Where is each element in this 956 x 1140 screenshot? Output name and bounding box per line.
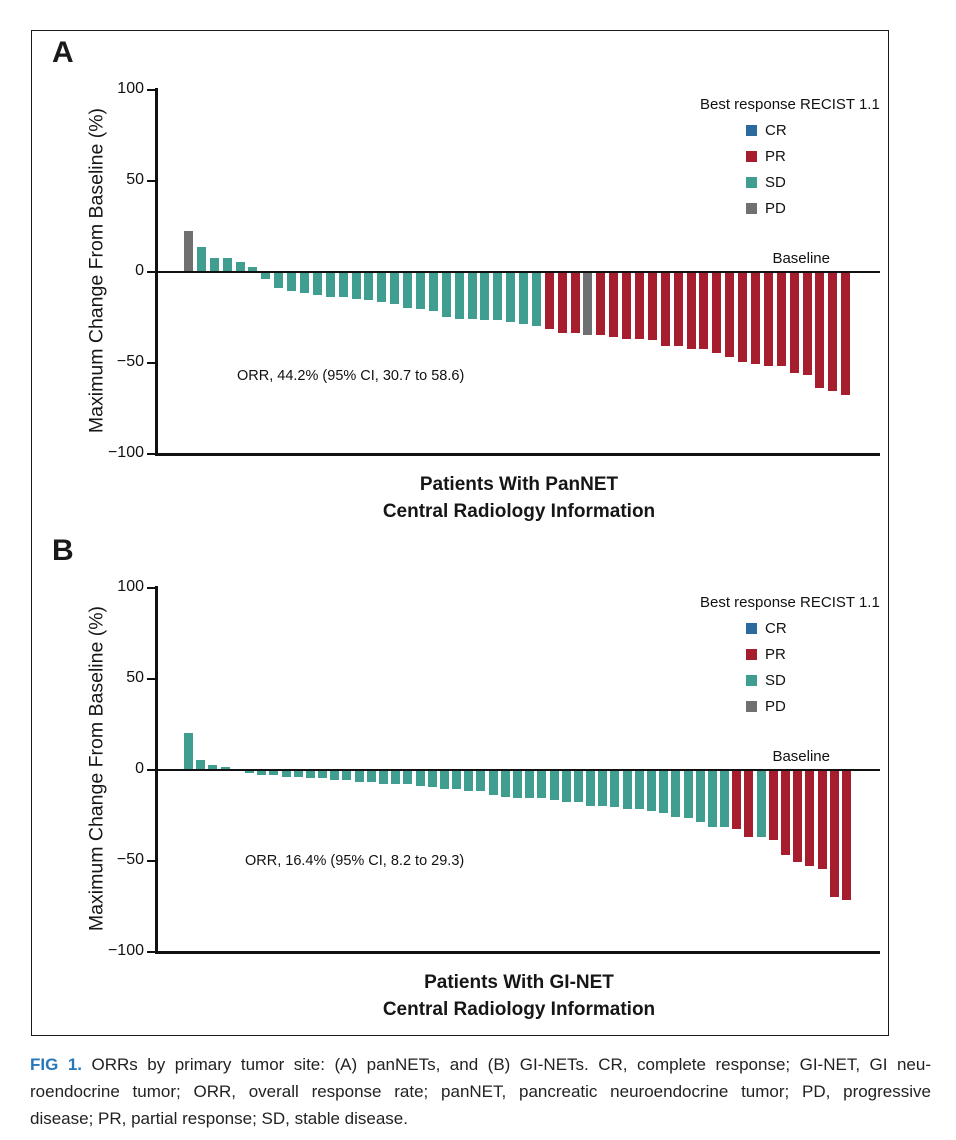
- waterfall-bar: [403, 771, 412, 784]
- waterfall-bar: [184, 733, 193, 769]
- waterfall-bar: [261, 273, 270, 279]
- legend-swatch-PD: [746, 701, 757, 712]
- y-axis-title: Maximum Change From Baseline (%): [85, 605, 108, 932]
- waterfall-bar: [236, 262, 245, 271]
- legend-item-CR: [746, 122, 876, 139]
- baseline-label: Baseline: [772, 748, 830, 765]
- waterfall-bar: [648, 273, 657, 340]
- waterfall-bar: [339, 273, 348, 297]
- y-tick: [147, 180, 155, 182]
- legend-item-PD: [746, 698, 876, 715]
- waterfall-bar: [455, 273, 464, 319]
- waterfall-bar: [287, 273, 296, 291]
- x-axis-title-line1: Patients With PanNET: [419, 474, 619, 495]
- figure-caption: [30, 1051, 931, 1132]
- y-axis-title: Maximum Change From Baseline (%): [85, 107, 108, 434]
- legend-label: CR: [765, 122, 787, 139]
- waterfall-bar: [326, 273, 335, 297]
- waterfall-bar: [803, 273, 812, 375]
- waterfall-bar: [513, 771, 522, 798]
- y-tick-label: 50: [126, 171, 144, 188]
- caption-text: disease; PR, partial response; SD, stable disease.: [30, 1109, 408, 1128]
- waterfall-bar: [708, 771, 717, 827]
- waterfall-bar: [586, 771, 595, 806]
- x-axis-line: [158, 453, 880, 456]
- waterfall-bar: [464, 771, 473, 791]
- waterfall-bar: [699, 273, 708, 349]
- waterfall-bar: [379, 771, 388, 784]
- waterfall-bar: [377, 273, 386, 302]
- waterfall-bar: [306, 771, 315, 778]
- legend-swatch-CR: [746, 623, 757, 634]
- waterfall-bar: [687, 273, 696, 349]
- legend-item-SD: [746, 174, 876, 191]
- waterfall-bar: [416, 273, 425, 309]
- legend-title: Best response RECIST 1.1: [700, 96, 880, 113]
- legend: [700, 594, 880, 715]
- waterfall-bar: [506, 273, 515, 322]
- x-axis-title: [158, 471, 880, 525]
- legend-swatch-SD: [746, 675, 757, 686]
- waterfall-bar: [684, 771, 693, 818]
- waterfall-bar: [525, 771, 534, 798]
- y-tick: [147, 362, 155, 364]
- legend: [700, 96, 880, 217]
- waterfall-bar: [635, 771, 644, 809]
- legend-label: CR: [765, 620, 787, 637]
- waterfall-bar: [221, 767, 230, 769]
- waterfall-bar: [545, 273, 554, 329]
- y-tick: [147, 860, 155, 862]
- panel-label: A: [52, 36, 74, 69]
- legend-label: PD: [765, 200, 786, 217]
- y-tick: [147, 769, 155, 771]
- panel-label: B: [52, 534, 74, 567]
- y-tick-label: −100: [107, 942, 144, 959]
- waterfall-bar: [818, 771, 827, 869]
- legend-item-CR: [746, 620, 876, 637]
- waterfall-bar: [210, 258, 219, 271]
- waterfall-bar: [355, 771, 364, 782]
- waterfall-bar: [841, 273, 850, 395]
- waterfall-bar: [550, 771, 559, 800]
- waterfall-bar: [493, 273, 502, 320]
- waterfall-bar: [674, 273, 683, 346]
- y-tick-label: 100: [117, 578, 144, 595]
- waterfall-bar: [367, 771, 376, 782]
- legend-item-PD: [746, 200, 876, 217]
- waterfall-bar: [342, 771, 351, 780]
- waterfall-bar: [468, 273, 477, 319]
- y-tick: [147, 951, 155, 953]
- waterfall-bar: [480, 273, 489, 320]
- x-axis-title-line1: Patients With GI-NET: [424, 972, 614, 993]
- waterfall-bar: [622, 273, 631, 339]
- waterfall-bar: [313, 273, 322, 295]
- waterfall-bar: [476, 771, 485, 791]
- y-tick-label: −50: [116, 851, 144, 868]
- waterfall-bar: [777, 273, 786, 366]
- waterfall-bar: [610, 771, 619, 807]
- waterfall-bar: [712, 273, 721, 353]
- waterfall-bar: [725, 273, 734, 357]
- legend-swatch-PR: [746, 649, 757, 660]
- waterfall-bar: [583, 273, 592, 335]
- waterfall-bar: [769, 771, 778, 840]
- caption-fig-label: FIG 1.: [30, 1055, 82, 1074]
- caption-text: ORRs by primary tumor site: (A) panNETs, and (B) GI-NETs. CR, complete response; GI-NET, GI neu-: [91, 1055, 932, 1074]
- waterfall-bar: [671, 771, 680, 817]
- waterfall-bar: [428, 771, 437, 787]
- waterfall-bar: [416, 771, 425, 786]
- waterfall-bar: [828, 273, 837, 391]
- legend-item-PR: [746, 646, 876, 663]
- waterfall-bar: [732, 771, 741, 829]
- waterfall-bar: [489, 771, 498, 795]
- x-axis-line: [158, 951, 880, 954]
- waterfall-bar: [720, 771, 729, 827]
- legend-swatch-SD: [746, 177, 757, 188]
- waterfall-bar: [574, 771, 583, 802]
- x-axis-title-line2: Central Radiology Information: [382, 501, 656, 522]
- waterfall-bar: [623, 771, 632, 809]
- waterfall-bar: [294, 771, 303, 777]
- waterfall-bar: [532, 273, 541, 326]
- waterfall-bar: [352, 273, 361, 299]
- waterfall-bar: [429, 273, 438, 311]
- waterfall-bar: [282, 771, 291, 777]
- waterfall-bar: [647, 771, 656, 811]
- orr-annotation: ORR, 44.2% (95% CI, 30.7 to 58.6): [237, 368, 465, 384]
- waterfall-bar: [208, 765, 217, 769]
- y-tick-label: −100: [107, 444, 144, 461]
- waterfall-bar: [571, 273, 580, 333]
- baseline-label: Baseline: [772, 250, 830, 267]
- waterfall-bar: [196, 760, 205, 769]
- waterfall-bar: [442, 273, 451, 317]
- waterfall-bar: [197, 247, 206, 271]
- waterfall-bar: [364, 273, 373, 300]
- legend-swatch-PR: [746, 151, 757, 162]
- caption-line: [30, 1105, 931, 1132]
- waterfall-bar: [596, 273, 605, 335]
- waterfall-bar: [257, 771, 266, 775]
- y-tick-label: 100: [117, 80, 144, 97]
- waterfall-bar: [274, 273, 283, 288]
- y-tick-label: 50: [126, 669, 144, 686]
- waterfall-bar: [815, 273, 824, 388]
- waterfall-bar: [757, 771, 766, 837]
- waterfall-bar: [764, 273, 773, 366]
- waterfall-bar: [390, 273, 399, 304]
- legend-title: Best response RECIST 1.1: [700, 594, 880, 611]
- waterfall-bar: [223, 258, 232, 271]
- legend-swatch-PD: [746, 203, 757, 214]
- x-axis-title-line2: Central Radiology Information: [382, 999, 656, 1020]
- waterfall-bar: [830, 771, 839, 897]
- waterfall-bar: [248, 267, 257, 271]
- y-tick-label: 0: [135, 262, 144, 279]
- legend-label: SD: [765, 672, 786, 689]
- legend-label: PD: [765, 698, 786, 715]
- caption-text: roendocrine tumor; ORR, overall response rate; panNET, pancreatic neuroendocrine tumor; PD, progressive: [30, 1082, 931, 1101]
- waterfall-bar: [659, 771, 668, 813]
- y-tick-label: −50: [116, 353, 144, 370]
- waterfall-bar: [842, 771, 851, 900]
- waterfall-bar: [558, 273, 567, 333]
- waterfall-bar: [403, 273, 412, 308]
- waterfall-bar: [269, 771, 278, 775]
- waterfall-bar: [781, 771, 790, 855]
- waterfall-bar: [609, 273, 618, 337]
- y-tick-label: 0: [135, 760, 144, 777]
- waterfall-bar: [738, 273, 747, 362]
- waterfall-bar: [330, 771, 339, 780]
- waterfall-bar: [318, 771, 327, 778]
- waterfall-bar: [751, 273, 760, 364]
- waterfall-bar: [184, 231, 193, 271]
- waterfall-bar: [300, 273, 309, 293]
- waterfall-bar: [519, 273, 528, 324]
- waterfall-bar: [661, 273, 670, 346]
- caption-line: [30, 1051, 931, 1078]
- waterfall-bar: [391, 771, 400, 784]
- waterfall-bar: [537, 771, 546, 798]
- waterfall-bar: [793, 771, 802, 862]
- y-tick: [147, 453, 155, 455]
- legend-label: PR: [765, 646, 786, 663]
- waterfall-bar: [598, 771, 607, 806]
- waterfall-bar: [245, 771, 254, 773]
- waterfall-bar: [805, 771, 814, 866]
- waterfall-bar: [635, 273, 644, 339]
- waterfall-bar: [790, 273, 799, 373]
- waterfall-bar: [452, 771, 461, 789]
- waterfall-bar: [744, 771, 753, 837]
- y-tick: [147, 271, 155, 273]
- y-tick: [147, 587, 155, 589]
- legend-swatch-CR: [746, 125, 757, 136]
- waterfall-bar: [501, 771, 510, 797]
- y-tick: [147, 678, 155, 680]
- waterfall-bar: [696, 771, 705, 822]
- legend-item-PR: [746, 148, 876, 165]
- legend-label: PR: [765, 148, 786, 165]
- waterfall-bar: [562, 771, 571, 802]
- caption-line: [30, 1078, 931, 1105]
- orr-annotation: ORR, 16.4% (95% CI, 8.2 to 29.3): [245, 853, 465, 869]
- legend-label: SD: [765, 174, 786, 191]
- x-axis-title: [158, 969, 880, 1023]
- y-tick: [147, 89, 155, 91]
- waterfall-bar: [440, 771, 449, 789]
- legend-item-SD: [746, 672, 876, 689]
